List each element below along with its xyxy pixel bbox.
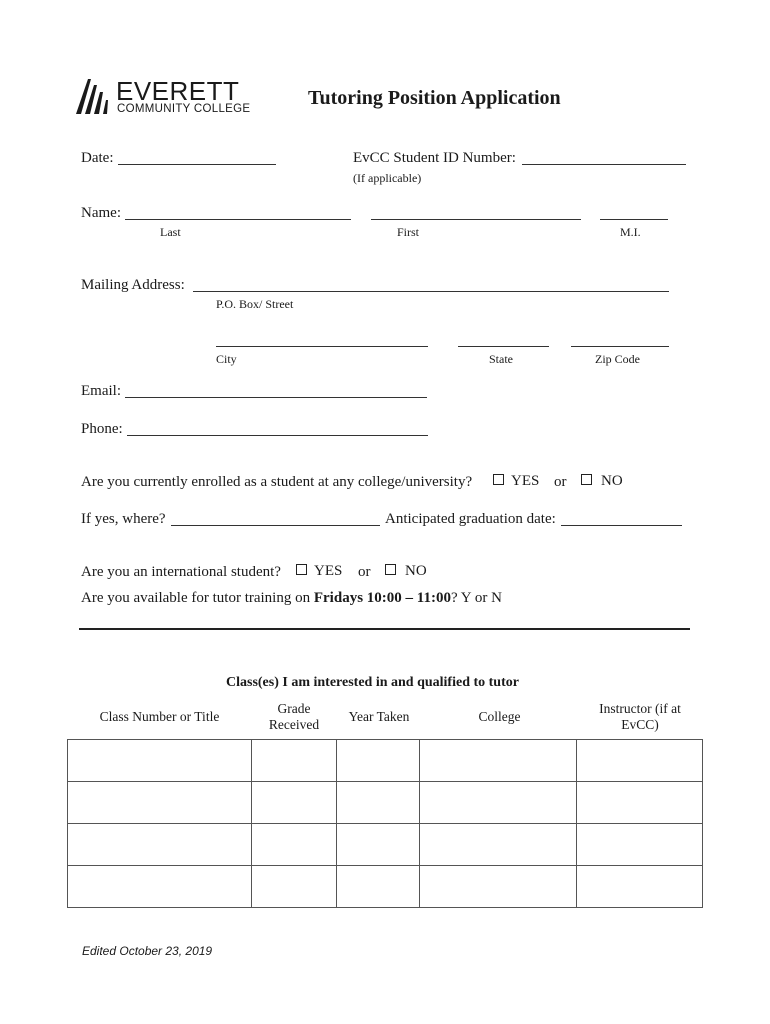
- mailing-address-label: Mailing Address:: [81, 277, 185, 293]
- if-yes-label: If yes, where?: [81, 511, 166, 527]
- date-label: Date:: [81, 150, 114, 166]
- city-caption: City: [216, 352, 237, 366]
- table-cell[interactable]: [577, 866, 703, 908]
- international-no-label: NO: [405, 563, 427, 579]
- graduation-label: Anticipated graduation date:: [385, 511, 556, 527]
- table-cell[interactable]: [251, 782, 336, 824]
- last-name-field[interactable]: [125, 219, 351, 220]
- table-cell[interactable]: [68, 782, 252, 824]
- date-field[interactable]: [118, 164, 276, 165]
- table-cell[interactable]: [420, 866, 577, 908]
- street-field[interactable]: [193, 291, 669, 292]
- international-or-label: or: [358, 564, 371, 580]
- table-cell[interactable]: [420, 740, 577, 782]
- mi-caption: M.I.: [620, 225, 641, 239]
- table-cell[interactable]: [420, 782, 577, 824]
- student-id-field[interactable]: [522, 164, 686, 165]
- section-divider: [79, 628, 690, 630]
- table-row: [68, 782, 703, 824]
- email-label: Email:: [81, 383, 121, 399]
- table-cell[interactable]: [251, 866, 336, 908]
- name-label: Name:: [81, 205, 121, 221]
- col-header-college: College: [478, 709, 521, 724]
- phone-field[interactable]: [127, 435, 428, 436]
- student-id-note: (If applicable): [353, 171, 422, 185]
- table-cell[interactable]: [68, 866, 252, 908]
- table-row: [68, 740, 703, 782]
- edited-date: Edited October 23, 2019: [82, 944, 213, 958]
- logo-name: EVERETT: [116, 76, 240, 106]
- table-cell[interactable]: [68, 740, 252, 782]
- page-title: Tutoring Position Application: [308, 87, 561, 109]
- logo-mark-icon: [74, 76, 114, 116]
- state-caption: State: [489, 352, 513, 366]
- enrolled-no-label: NO: [601, 473, 623, 489]
- col-header-grade: Grade Received: [268, 701, 320, 733]
- middle-initial-field[interactable]: [600, 219, 668, 220]
- phone-label: Phone:: [81, 421, 123, 437]
- table-cell[interactable]: [68, 824, 252, 866]
- last-caption: Last: [160, 225, 181, 239]
- table-cell[interactable]: [336, 866, 420, 908]
- table-cell[interactable]: [420, 824, 577, 866]
- training-question: [81, 591, 502, 606]
- enrolled-question: Are you currently enrolled as a student at any college/university?: [81, 474, 473, 490]
- col-header-class: Class Number or Title: [99, 709, 220, 724]
- email-field[interactable]: [125, 397, 427, 398]
- table-cell[interactable]: [577, 824, 703, 866]
- enrolled-no-checkbox[interactable]: [581, 474, 592, 485]
- zip-caption: Zip Code: [595, 352, 640, 366]
- table-row: [68, 824, 703, 866]
- enrolled-yes-checkbox[interactable]: [493, 474, 504, 485]
- state-field[interactable]: [458, 346, 549, 347]
- training-suffix: ? Y or N: [450, 590, 502, 606]
- international-no-checkbox[interactable]: [385, 564, 396, 575]
- table-cell[interactable]: [251, 740, 336, 782]
- logo-subtitle: COMMUNITY COLLEGE: [117, 103, 251, 115]
- table-cell[interactable]: [336, 782, 420, 824]
- graduation-field[interactable]: [561, 525, 682, 526]
- table-cell[interactable]: [336, 824, 420, 866]
- classes-table: [67, 739, 703, 908]
- first-name-field[interactable]: [371, 219, 581, 220]
- student-id-label: EvCC Student ID Number:: [353, 150, 516, 166]
- training-time: Fridays 10:00 – 11:00: [313, 590, 451, 606]
- international-yes-checkbox[interactable]: [296, 564, 307, 575]
- table-cell[interactable]: [577, 782, 703, 824]
- enrolled-or-label: or: [554, 474, 567, 490]
- if-yes-field[interactable]: [171, 525, 380, 526]
- international-question: Are you an international student?: [81, 564, 281, 580]
- college-logo: [74, 76, 254, 116]
- training-prefix: Are you available for tutor training on: [81, 590, 311, 606]
- zip-field[interactable]: [571, 346, 669, 347]
- enrolled-yes-label: YES: [511, 473, 540, 489]
- first-caption: First: [397, 225, 420, 239]
- city-field[interactable]: [216, 346, 428, 347]
- international-yes-label: YES: [314, 563, 343, 579]
- table-row: [68, 866, 703, 908]
- classes-heading: Class(es) I am interested in and qualified to tutor: [226, 675, 519, 690]
- table-cell[interactable]: [577, 740, 703, 782]
- col-header-instructor: Instructor (if at EvCC): [599, 701, 681, 733]
- table-cell[interactable]: [336, 740, 420, 782]
- col-header-year: Year Taken: [348, 709, 410, 724]
- street-caption: P.O. Box/ Street: [216, 297, 294, 311]
- table-cell[interactable]: [251, 824, 336, 866]
